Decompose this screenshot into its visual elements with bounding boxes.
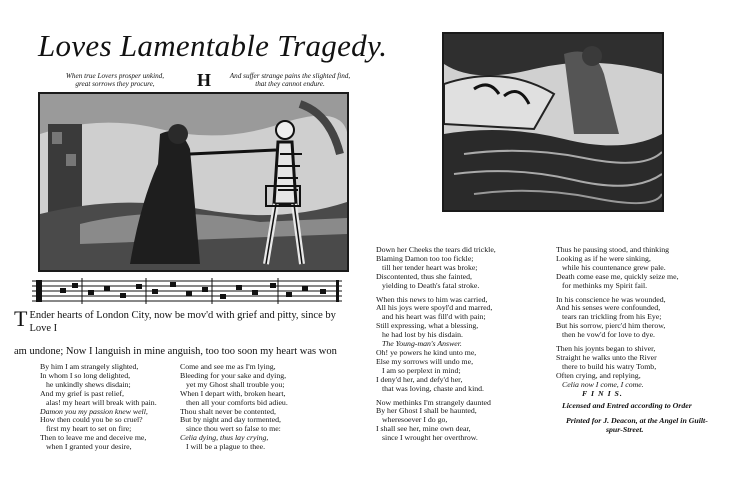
- poem-line: I am so perplext in mind;: [382, 365, 461, 375]
- poem-line: The Young-man's Answer.: [382, 339, 462, 349]
- poem-line: And my grief is past relief,: [40, 388, 125, 398]
- poem-line: Looking as if he were sinking,: [556, 253, 651, 263]
- poem-line: for methinks my Spirit fail.: [562, 280, 648, 290]
- poem-line: When I depart with, broken heart,: [180, 388, 286, 398]
- broadside-title: Loves Lamentable Tragedy.: [38, 28, 388, 63]
- poem-column-4-lines: [556, 246, 708, 390]
- subtitle-right-line: And suffer strange pains the slighted find,: [229, 72, 351, 80]
- imprint-line: Printed for J. Deacon, at the Angel in Guilt-: [566, 415, 708, 425]
- poem-line: In his conscience he was wounded,: [556, 294, 666, 304]
- subtitle-left: [40, 72, 190, 88]
- poem-line: Still expressing, what a blessing,: [376, 321, 479, 331]
- poem-line: But his sorrow, pierc'd him therow,: [556, 321, 666, 331]
- poem-line: Then his joynts began to shiver,: [556, 344, 656, 354]
- poem-line: Oh! ye powers he kind unto me,: [376, 347, 477, 357]
- poem-line: Thou shalt never be contented,: [180, 406, 276, 416]
- poem-column-1: [40, 363, 157, 452]
- poem-line: wheresoever I do go,: [382, 415, 448, 425]
- poem-column-4: [556, 246, 708, 434]
- poem-column-3: [376, 246, 496, 443]
- imprint: [556, 416, 708, 434]
- poem-line: Come and see me as I'm lying,: [180, 362, 276, 371]
- subtitle-right: [215, 72, 365, 88]
- poem-line: Death come ease me, quickly seize me,: [556, 271, 679, 281]
- poem-line: while his countenance grew pale.: [562, 262, 666, 272]
- poem-line: first my heart to set on fire;: [46, 424, 132, 434]
- poem-line: I shall see her, mine own dear,: [376, 424, 471, 434]
- poem-line: Celia now I come, I come.: [562, 379, 644, 389]
- poem-line: Often crying, and replying,: [556, 370, 641, 380]
- opening-verse-line-2: am undone; Now I languish in mine anguish, too too soon my heart was won: [14, 346, 337, 357]
- poem-line: All his joys were spoyl'd and marred,: [376, 303, 493, 313]
- poem-line: Straight he walks unto the River: [556, 352, 657, 362]
- poem-line: And his senses were confounded,: [556, 303, 661, 313]
- woodcut-lovers-and-death: [38, 92, 349, 272]
- poem-line: when I granted your desire,: [46, 442, 132, 452]
- subtitle-left-line: great sorrows they procure,: [75, 80, 155, 88]
- poem-line: and his heart was fill'd with pain;: [382, 312, 486, 322]
- poem-line: I deny'd her, and defy'd her,: [376, 374, 463, 384]
- poem-line: Damon you my passion knew well,: [40, 406, 148, 416]
- poem-line: he unkindly shews disdain;: [46, 379, 131, 389]
- poem-line: When this news to him was carried,: [376, 294, 488, 304]
- poem-line: then he vow'd for love to dye.: [562, 330, 655, 340]
- poem-line: Celia dying, thus lay crying,: [180, 433, 269, 443]
- poem-line: that was loving, chaste and kind.: [382, 383, 484, 393]
- poem-line: alas! my heart will break with pain.: [46, 397, 157, 407]
- poem-line: Now methinks I'm strangely daunted: [376, 397, 491, 407]
- poem-line: since I wrought her overthrow.: [382, 433, 478, 443]
- poem-line: since thou wert so false to me:: [186, 424, 281, 434]
- poem-line: In whom I so long delighted,: [40, 370, 131, 380]
- poem-line: till her tender heart was broke;: [382, 262, 478, 272]
- poem-line: Discontented, thus she fainted,: [376, 271, 472, 281]
- poem-line: Else my sorrows will undo me,: [376, 356, 474, 366]
- license-note: Licensed and Entred according to Order: [562, 400, 692, 410]
- opening-verse-line: Ender hearts of London City, now be mov'd with grief and pitty, since by Love I: [29, 310, 336, 334]
- poem-line: Then to leave me and deceive me,: [40, 433, 147, 443]
- music-notation: [32, 278, 342, 304]
- poem-line: yielding to Death's fatal stroke.: [382, 280, 480, 290]
- poem-line: yet my Ghost shall trouble you;: [186, 379, 285, 389]
- subtitle-left-line: When true Lovers prosper unkind,: [65, 72, 165, 80]
- opening-verse: [14, 306, 344, 335]
- decorative-initial: H: [197, 70, 212, 90]
- poem-line: he had lost by his disdain.: [382, 330, 463, 340]
- poem-line: But by night and day tormented,: [180, 415, 281, 425]
- woodcut-river-scene: [442, 32, 664, 212]
- poem-line: Thus he pausing stood, and thinking: [556, 245, 670, 254]
- poem-line: Down her Cheeks the tears did trickle,: [376, 245, 496, 254]
- poem-line: I will be a plague to thee.: [186, 442, 266, 452]
- poem-line: Bleeding for your sake and dying,: [180, 370, 287, 380]
- poem-column-2: [180, 363, 288, 452]
- subtitle-right-line: that they cannot endure.: [255, 80, 325, 88]
- poem-line: there to build his watry Tomb,: [562, 361, 657, 371]
- poem-line: By him I am strangely slighted,: [40, 362, 139, 371]
- drop-cap: T: [14, 306, 28, 331]
- poem-line: By her Ghost I shall be haunted,: [376, 406, 477, 416]
- imprint-line: spur-Street.: [606, 424, 644, 434]
- poem-line: Blaming Damon too too fickle;: [376, 253, 474, 263]
- poem-line: How then could you be so cruel?: [40, 415, 143, 425]
- poem-line: tears ran trickling from his Eye;: [562, 312, 662, 322]
- poem-line: then all your comforts bid adieu.: [186, 397, 288, 407]
- finis: F I N I S.: [582, 388, 623, 398]
